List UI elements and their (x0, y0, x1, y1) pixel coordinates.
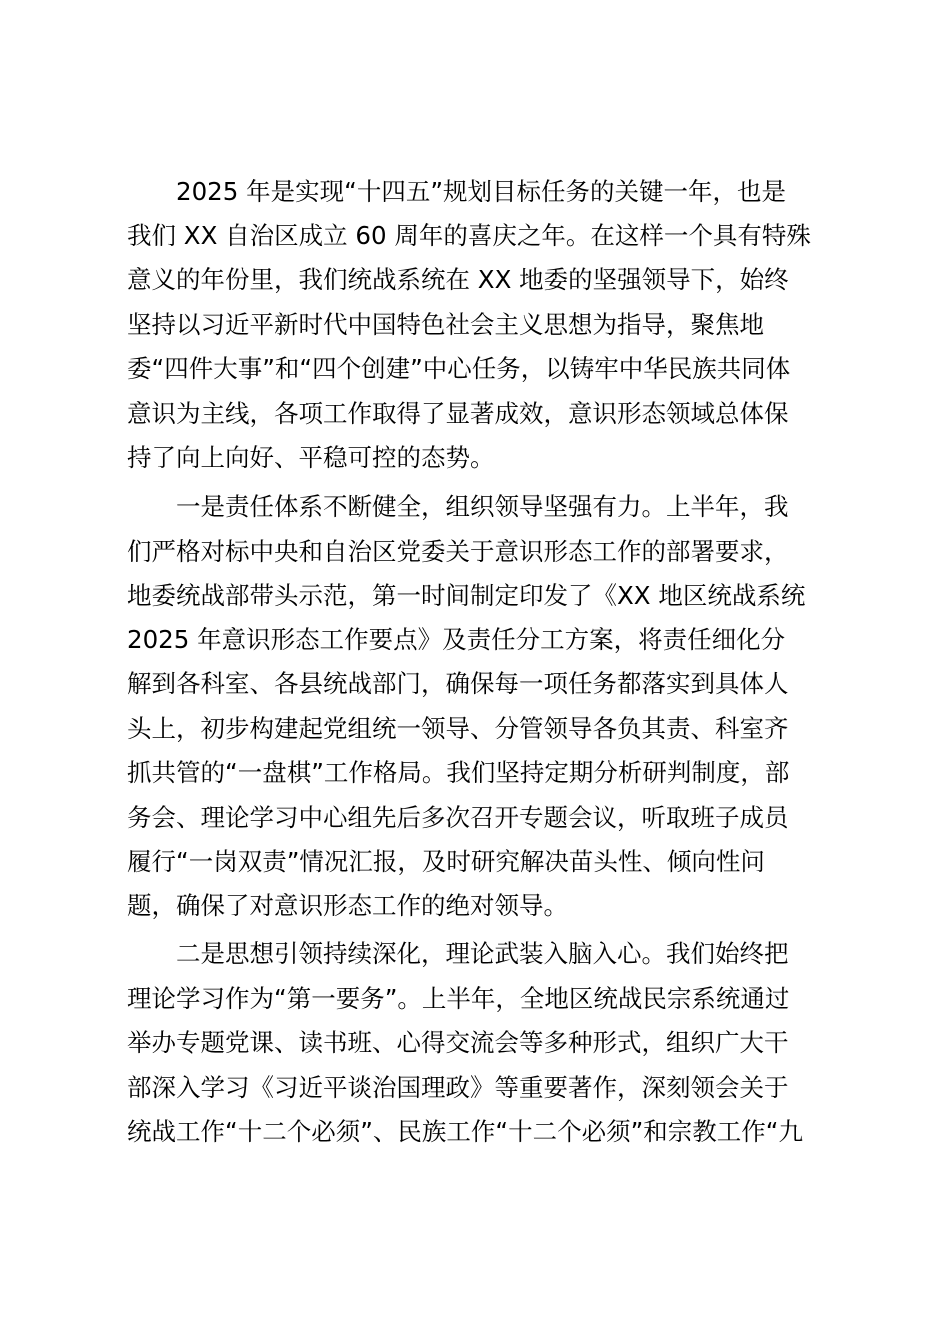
paragraph-1-line-5: 委“四件大事”和“四个创建”中心任务，以铸牢中华民族共同体 (127, 354, 791, 383)
paragraph-2-line-7: 抓共管的“一盘棋”工作格局。我们坚持定期分析研判制度，部 (127, 758, 790, 787)
paragraph-1-line-4: 坚持以习近平新时代中国特色社会主义思想为指导，聚焦地 (127, 310, 764, 339)
paragraph-2-line-4: 2025 年意识形态工作要点》及责任分工方案，将责任细化分 (127, 625, 786, 654)
paragraph-2-line-9: 履行“一岗双责”情况汇报，及时研究解决苗头性、倾向性问 (127, 847, 765, 876)
paragraph-3-line-4: 部深入学习《习近平谈治国理政》等重要著作，深刻领会关于 (127, 1073, 789, 1102)
paragraph-2-line-2: 们严格对标中央和自治区党委关于意识形态工作的部署要求， (127, 537, 789, 566)
paragraph-2-line-5: 解到各科室、各县统战部门，确保每一项任务都落实到具体人 (127, 669, 789, 698)
paragraph-3-line-3: 举办专题党课、读书班、心得交流会等多种形式，组织广大干 (127, 1028, 789, 1057)
paragraph-1-line-7: 持了向上向好、平稳可控的态势。 (127, 443, 495, 472)
paragraph-3-line-5: 统战工作“十二个必须”、民族工作“十二个必须”和宗教工作“九 (127, 1117, 803, 1146)
paragraph-2-line-6: 头上，初步构建起党组统一领导、分管领导各负其责、科室齐 (127, 714, 789, 743)
paragraph-1-line-2: 我们 XX 自治区成立 60 周年的喜庆之年。在这样一个具有特殊 (127, 221, 811, 250)
paragraph-3-line-2: 理论学习作为“第一要务”。上半年，全地区统战民宗系统通过 (127, 984, 790, 1013)
paragraph-1-line-1: 2025 年是实现“十四五”规划目标任务的关键一年，也是 (176, 177, 787, 206)
paragraph-2-line-8: 务会、理论学习中心组先后多次召开专题会议，听取班子成员 (127, 803, 789, 832)
paragraph-1-line-3: 意义的年份里，我们统战系统在 XX 地委的坚强领导下，始终 (127, 265, 789, 294)
paragraph-2-line-1: 一是责任体系不断健全，组织领导坚强有力。上半年，我 (176, 492, 789, 521)
paragraph-2-line-10: 题，确保了对意识形态工作的绝对领导。 (127, 891, 568, 920)
paragraph-2-line-3: 地委统战部带头示范，第一时间制定印发了《XX 地区统战系统 (127, 581, 806, 610)
paragraph-3-line-1: 二是思想引领持续深化，理论武装入脑入心。我们始终把 (176, 939, 789, 968)
paragraph-1-line-6: 意识为主线，各项工作取得了显著成效，意识形态领域总体保 (127, 399, 789, 428)
